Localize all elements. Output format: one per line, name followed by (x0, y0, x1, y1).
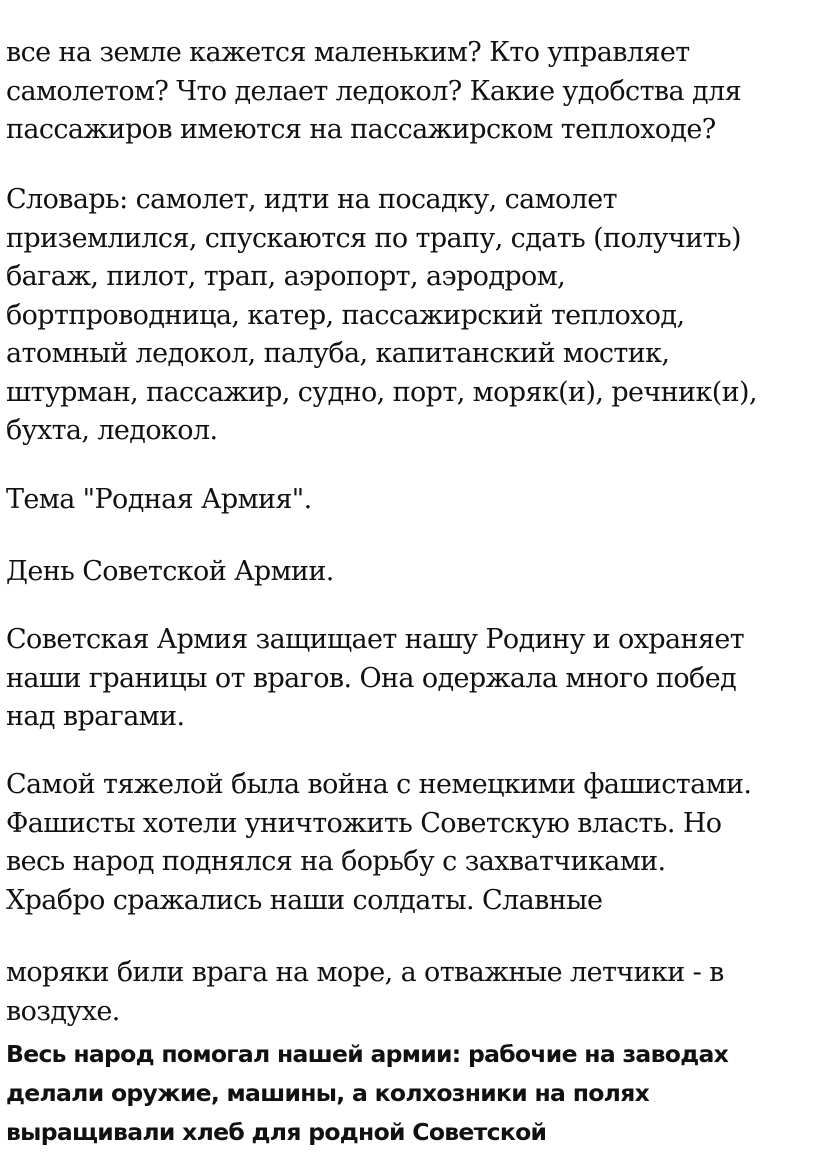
text-line: бортпроводница, катер, пассажирский теплоход, (6, 299, 685, 331)
text-line: выращивали хлеб для родной Советской (6, 1118, 547, 1146)
text-line: Самой тяжелой была война с немецкими фашистами. (6, 769, 752, 800)
text-line: День Советской Армии. (6, 556, 334, 587)
text-line: багаж, пилот, трап, аэропорт, аэродром, (6, 261, 566, 292)
text-line: над врагами. (6, 701, 185, 732)
paragraph-intro-questions (6, 34, 812, 150)
text-line: моряки били врага на море, а отважные летчики - в (6, 957, 724, 988)
text-line: наши границы от врагов. Она одержала много побед (6, 662, 737, 694)
paragraph-topic-heading (6, 481, 812, 520)
paragraph-vocabulary (6, 181, 812, 451)
paragraph-army-defends (6, 621, 812, 737)
text-line: все на земле кажется маленьким? Кто управляет (6, 37, 690, 68)
text-line: штурман, пассажир, судно, порт, моряк(и), речник(и), (6, 376, 757, 408)
text-line: приземлился, спускаются по трапу, сдать (получить) (6, 222, 741, 254)
text-line: пассажиров имеются на пассажирском теплоходе? (6, 114, 716, 145)
text-line: Храбро сражались наши солдаты. Славные (6, 884, 603, 916)
paragraph-war (6, 766, 812, 920)
text-line: атомный ледокол, палуба, капитанский мостик, (6, 338, 670, 369)
text-line: Тема "Родная Армия". (6, 484, 312, 515)
text-line: Советская Армия защищает нашу Родину и охраняет (6, 624, 745, 655)
paragraph-day-heading (6, 553, 812, 592)
text-line: Словарь: самолет, идти на посадку, самолет (6, 184, 617, 215)
text-line: бухта, ледокол. (6, 415, 218, 446)
text-line: делали оружие, машины, а колхозники на полях (6, 1079, 650, 1107)
text-line: самолетом? Что делает ледокол? Какие удобства для (6, 75, 741, 107)
text-line: Весь народ помогал нашей армии: рабочие на заводах (6, 1040, 729, 1068)
text-line: воздухе. (6, 995, 120, 1027)
paragraph-home-front (6, 1035, 812, 1152)
text-line: Фашисты хотели уничтожить Советскую власть. Но (6, 807, 722, 839)
paragraph-sailors-pilots (6, 954, 812, 1031)
text-line: весь народ поднялся на борьбу с захватчиками. (6, 846, 666, 877)
